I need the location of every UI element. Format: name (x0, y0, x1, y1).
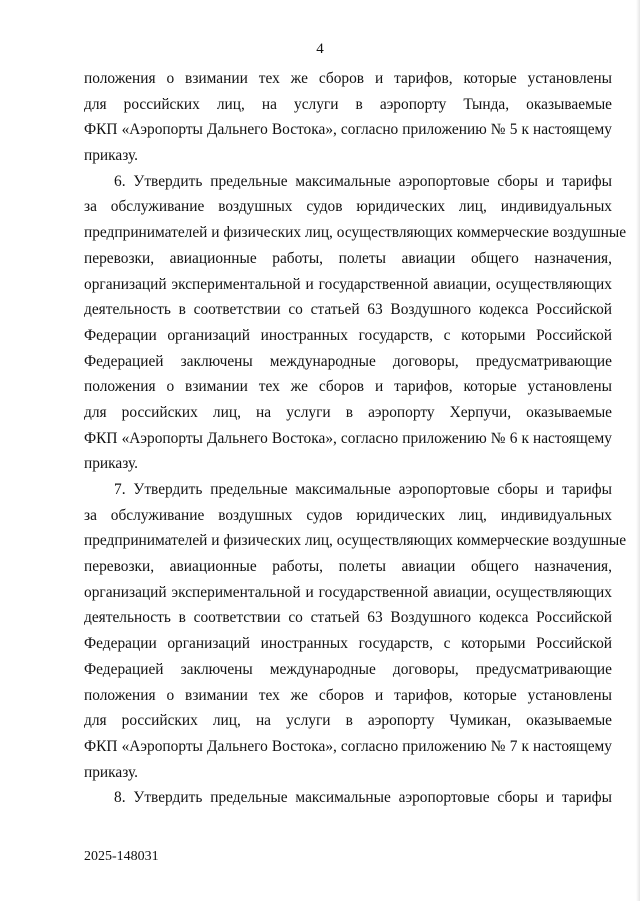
text-line: приказу. (84, 763, 139, 781)
text-line: организаций экспериментальной и государственной авиации, осуществляющих (84, 583, 612, 601)
text-line: Федерацией заключены международные договоры, предусматривающие (84, 660, 612, 678)
text-line: за обслуживание воздушных судов юридических лиц, индивидуальных (84, 506, 612, 524)
text-line: 8. Утвердить предельные максимальные аэропортовые сборы и тарифы (114, 789, 612, 807)
text-line: для российских лиц, на услуги в аэропорту Тында, оказываемые (84, 95, 612, 113)
text-line: деятельность в соответствии со статьей 63 Воздушного кодекса Российской (84, 609, 612, 627)
text-line: положения о взимании тех же сборов и тарифов, которые установлены (84, 70, 612, 87)
text-line: предпринимателей и физических лиц, осуществляющих коммерческие воздушные (84, 224, 627, 242)
text-line: перевозки, авиационные работы, полеты авиации общего назначения, (84, 249, 612, 267)
text-line: приказу. (84, 455, 139, 473)
scan-edge-shadow (636, 0, 640, 901)
text-line: для российских лиц, на услуги в аэропорту Чумикан, оказываемые (84, 712, 612, 730)
paragraph-5-continuation (84, 66, 612, 169)
text-line: Федерации организаций иностранных государств, с которыми Российской (84, 326, 612, 344)
text-line: за обслуживание воздушных судов юридических лиц, индивидуальных (84, 198, 612, 216)
document-id: 2025-148031 (84, 849, 159, 864)
paragraph-8 (84, 785, 612, 811)
text-line: ФКП «Аэропорты Дальнего Востока», согласно приложению № 7 к настоящему (84, 737, 612, 755)
text-line: положения о взимании тех же сборов и тарифов, которые установлены (84, 686, 612, 704)
text-line: Федерацией заключены международные договоры, предусматривающие (84, 352, 612, 370)
text-line: ФКП «Аэропорты Дальнего Востока», согласно приложению № 5 к настоящему (84, 121, 612, 139)
paragraph-7 (84, 477, 627, 785)
text-line: организаций экспериментальной и государственной авиации, осуществляющих (84, 275, 612, 293)
text-line: 6. Утвердить предельные максимальные аэропортовые сборы и тарифы (114, 172, 612, 190)
text-line: положения о взимании тех же сборов и тарифов, которые установлены (84, 378, 612, 396)
text-line: для российских лиц, на услуги в аэропорту Херпучи, оказываемые (84, 403, 612, 421)
text-line: Федерации организаций иностранных государств, с которыми Российской (84, 635, 612, 653)
page-number: 4 (316, 41, 324, 57)
text-line: приказу. (84, 147, 139, 165)
text-line: предпринимателей и физических лиц, осуществляющих коммерческие воздушные (84, 532, 627, 550)
paragraph-6 (84, 169, 627, 477)
text-line: деятельность в соответствии со статьей 63 Воздушного кодекса Российской (84, 301, 612, 319)
text-line: 7. Утвердить предельные максимальные аэропортовые сборы и тарифы (114, 481, 612, 498)
text-line: ФКП «Аэропорты Дальнего Востока», согласно приложению № 6 к настоящему (84, 429, 612, 447)
document-body (84, 66, 627, 811)
text-line: перевозки, авиационные работы, полеты авиации общего назначения, (84, 558, 612, 576)
